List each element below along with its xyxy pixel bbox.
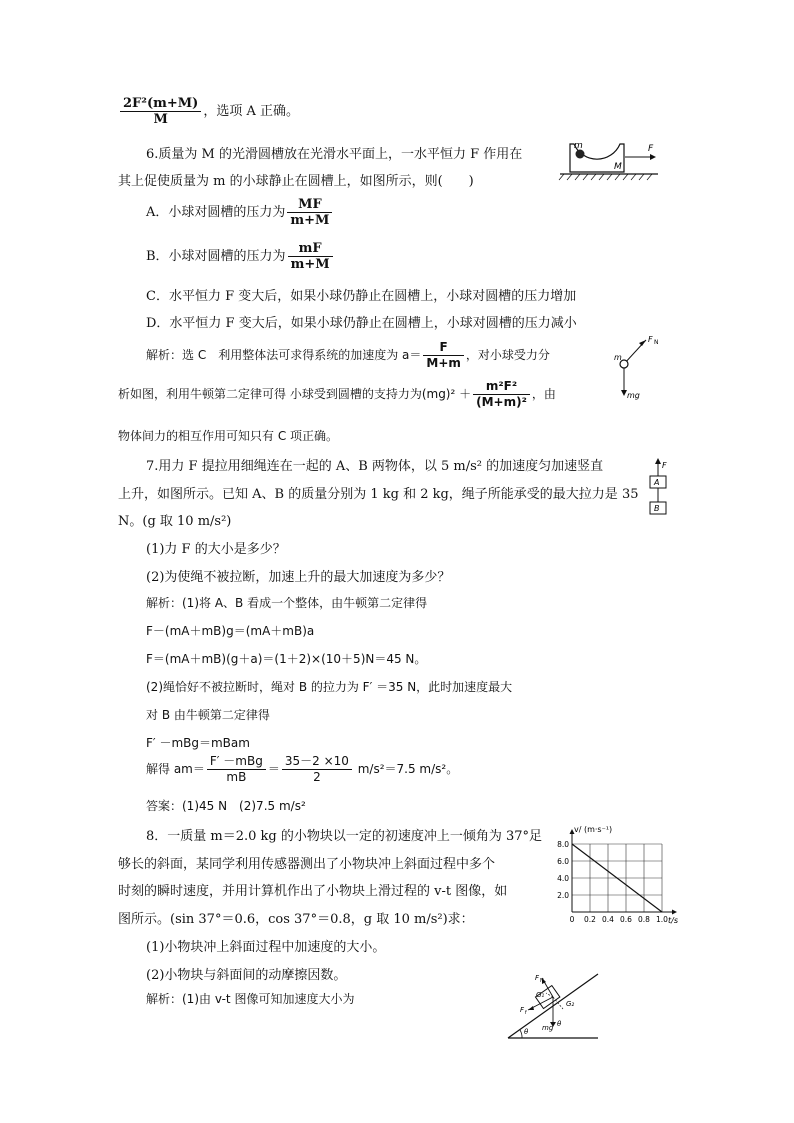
vt-ticks: [557, 840, 668, 924]
svg-text:G₂: G₂: [566, 1000, 575, 1008]
q6-figure-force: [612, 332, 668, 400]
q7-solution-line4: (2)绳恰好不被拉断时，绳对 B 的拉力为 F′ ＝35 N，此时加速度最大: [146, 680, 513, 694]
q7-solution-line1: 解析：(1)将 A、B 看成一个整体，由牛顿第二定律得: [146, 596, 428, 610]
svg-text:N: N: [540, 978, 544, 984]
q6-option-b[interactable]: B．小球对圆槽的压力为 $\frac{mF}{m+M}$: [146, 241, 335, 272]
svg-text:m: m: [574, 141, 583, 151]
q8-vt-chart: [548, 822, 688, 930]
svg-text:f: f: [525, 1010, 527, 1016]
q6-option-a[interactable]: A．小球对圆槽的压力为 $\frac{MF}{m+M}$: [146, 197, 334, 228]
q7-answer: 答案：(1)45 N (2)7.5 m/s²: [146, 799, 306, 813]
q6-solution-line1: 解析：选 C 利用整体法可求得系统的加速度为 a＝ $\frac{F}{M+m}$ ，对小球受力分: [146, 340, 550, 370]
svg-text:G₁: G₁: [536, 991, 545, 999]
svg-text:B: B: [654, 504, 660, 513]
vt-y-tick-label: 4.0: [557, 874, 569, 883]
vt-xlabel: t/s: [668, 916, 678, 925]
svg-text:θ: θ: [524, 1028, 529, 1036]
svg-text:M: M: [614, 162, 622, 172]
q8-subquestion-2: (2)小物块与斜面间的动摩擦因数。: [146, 968, 347, 983]
vt-x-tick-label: 0.2: [584, 915, 596, 924]
vt-x-tick-label: 1.0: [656, 915, 668, 924]
q7-solution-line5: 对 B 由牛顿第二定律得: [146, 708, 270, 722]
q7-figure-blocks: [646, 456, 676, 520]
svg-text:F: F: [520, 1006, 525, 1014]
q8-solution-line1: 解析：(1)由 v-t 图像可知加速度大小为: [146, 992, 355, 1006]
vt-x-tick-label: 0: [569, 915, 575, 924]
q8-stem-line2: 够长的斜面，某同学利用传感器测出了小物块冲上斜面过程中多个: [118, 857, 496, 872]
q7-solution-line6: F′ －mBg＝mBam: [146, 736, 250, 750]
q7-stem-line2: 上升，如图所示。已知 A、B 的质量分别为 1 kg 和 2 kg，绳子所能承受的最大拉力是 35: [118, 487, 639, 502]
q6-stem-line1: 6.质量为 M 的光滑圆槽放在光滑水平面上，一水平恒力 F 作用在: [146, 147, 523, 162]
q7-solution-line2: F－(mA＋mB)g＝(mA＋mB)a: [146, 624, 315, 638]
vt-x-arrow: [672, 910, 677, 915]
q8-subquestion-1: (1)小物块冲上斜面过程中加速度的大小。: [146, 940, 386, 955]
q6-option-c[interactable]: C．水平恒力 F 变大后，如果小球仍静止在圆槽上，小球对圆槽的压力增加: [146, 289, 577, 304]
q6-solution-line2: 析如图，利用牛顿第二定律可得 小球受到圆槽的支持力为(mg)² ＋ $\frac{\text{m²F²}}{\text{(M+m)²}}$ ，由: [118, 379, 556, 409]
svg-text:A: A: [654, 478, 660, 487]
svg-text:F: F: [535, 974, 540, 982]
vt-x-tick-label: 0.8: [638, 915, 650, 924]
q8-stem-line4: 图所示。(sin 37°＝0.6，cos 37°＝0.8，g 取 10 m/s²)求：: [118, 912, 474, 927]
q6-figure-groove: [556, 136, 662, 184]
vt-axes: [570, 829, 678, 915]
q7-subquestion-1: (1)力 F 的大小是多少？: [146, 542, 286, 557]
svg-text:F: F: [648, 144, 654, 154]
q6-solution-line3: 物体间力的相互作用可知只有 C 项正确。: [118, 429, 339, 443]
q7-subquestion-2: (2)为使绳不被拉断，加速上升的最大加速度为多少？: [146, 570, 451, 585]
svg-text:θ: θ: [557, 1020, 562, 1028]
vt-x-tick-label: 0.6: [620, 915, 632, 924]
top-fraction: $\frac{\text{2F²(m+M)}}{M}$: [120, 96, 201, 127]
q6-stem-line2: 其上促使质量为 m 的小球静止在圆槽上，如图所示，则( ): [118, 174, 474, 189]
svg-text:mg: mg: [542, 1024, 554, 1032]
vt-y-tick-label: 6.0: [557, 857, 569, 866]
q8-stem-line1: 8．一质量 m＝2.0 kg 的小物块以一定的初速度冲上一倾角为 37°足: [146, 829, 543, 844]
q8-figure-incline: [506, 970, 600, 1042]
svg-text:F: F: [662, 461, 667, 470]
vt-x-tick-label: 0.4: [602, 915, 614, 924]
vt-ylabel: v/ (m·s⁻¹): [574, 825, 613, 834]
svg-text:N: N: [654, 339, 659, 346]
q7-stem-line3: N。(g 取 10 m/s²): [118, 514, 232, 529]
vt-y-tick-label: 8.0: [557, 840, 569, 849]
q8-stem-line3: 时刻的瞬时速度，并用计算机作出了小物块上滑过程的 v-t 图像，如: [118, 884, 508, 899]
svg-text:mg: mg: [627, 391, 640, 400]
q7-solution-line3: F＝(mA＋mB)(g＋a)＝(1＋2)×(10＋5)N＝45 N。: [146, 652, 427, 666]
q7-solution-line7: 解得 am＝ $\frac{\text{F′ －mBg}}{mB}$ ＝ $\frac{35-2 \times 10}{2}$ m/s²＝7.5 m/s²。: [146, 754, 459, 784]
q6-option-d[interactable]: D．水平恒力 F 变大后，如果小球仍静止在圆槽上，小球对圆槽的压力减小: [146, 316, 577, 331]
vt-y-tick-label: 2.0: [557, 891, 569, 900]
svg-text:m: m: [614, 353, 622, 362]
q7-stem-line1: 7.用力 F 提拉用细绳连在一起的 A、B 两物体，以 5 m/s² 的加速度匀加速竖直: [146, 459, 604, 474]
top-line: $\frac{\text{2F²(m+M)}}{M}$ ，选项 A 正确。: [118, 96, 299, 127]
svg-text:F: F: [648, 335, 653, 344]
